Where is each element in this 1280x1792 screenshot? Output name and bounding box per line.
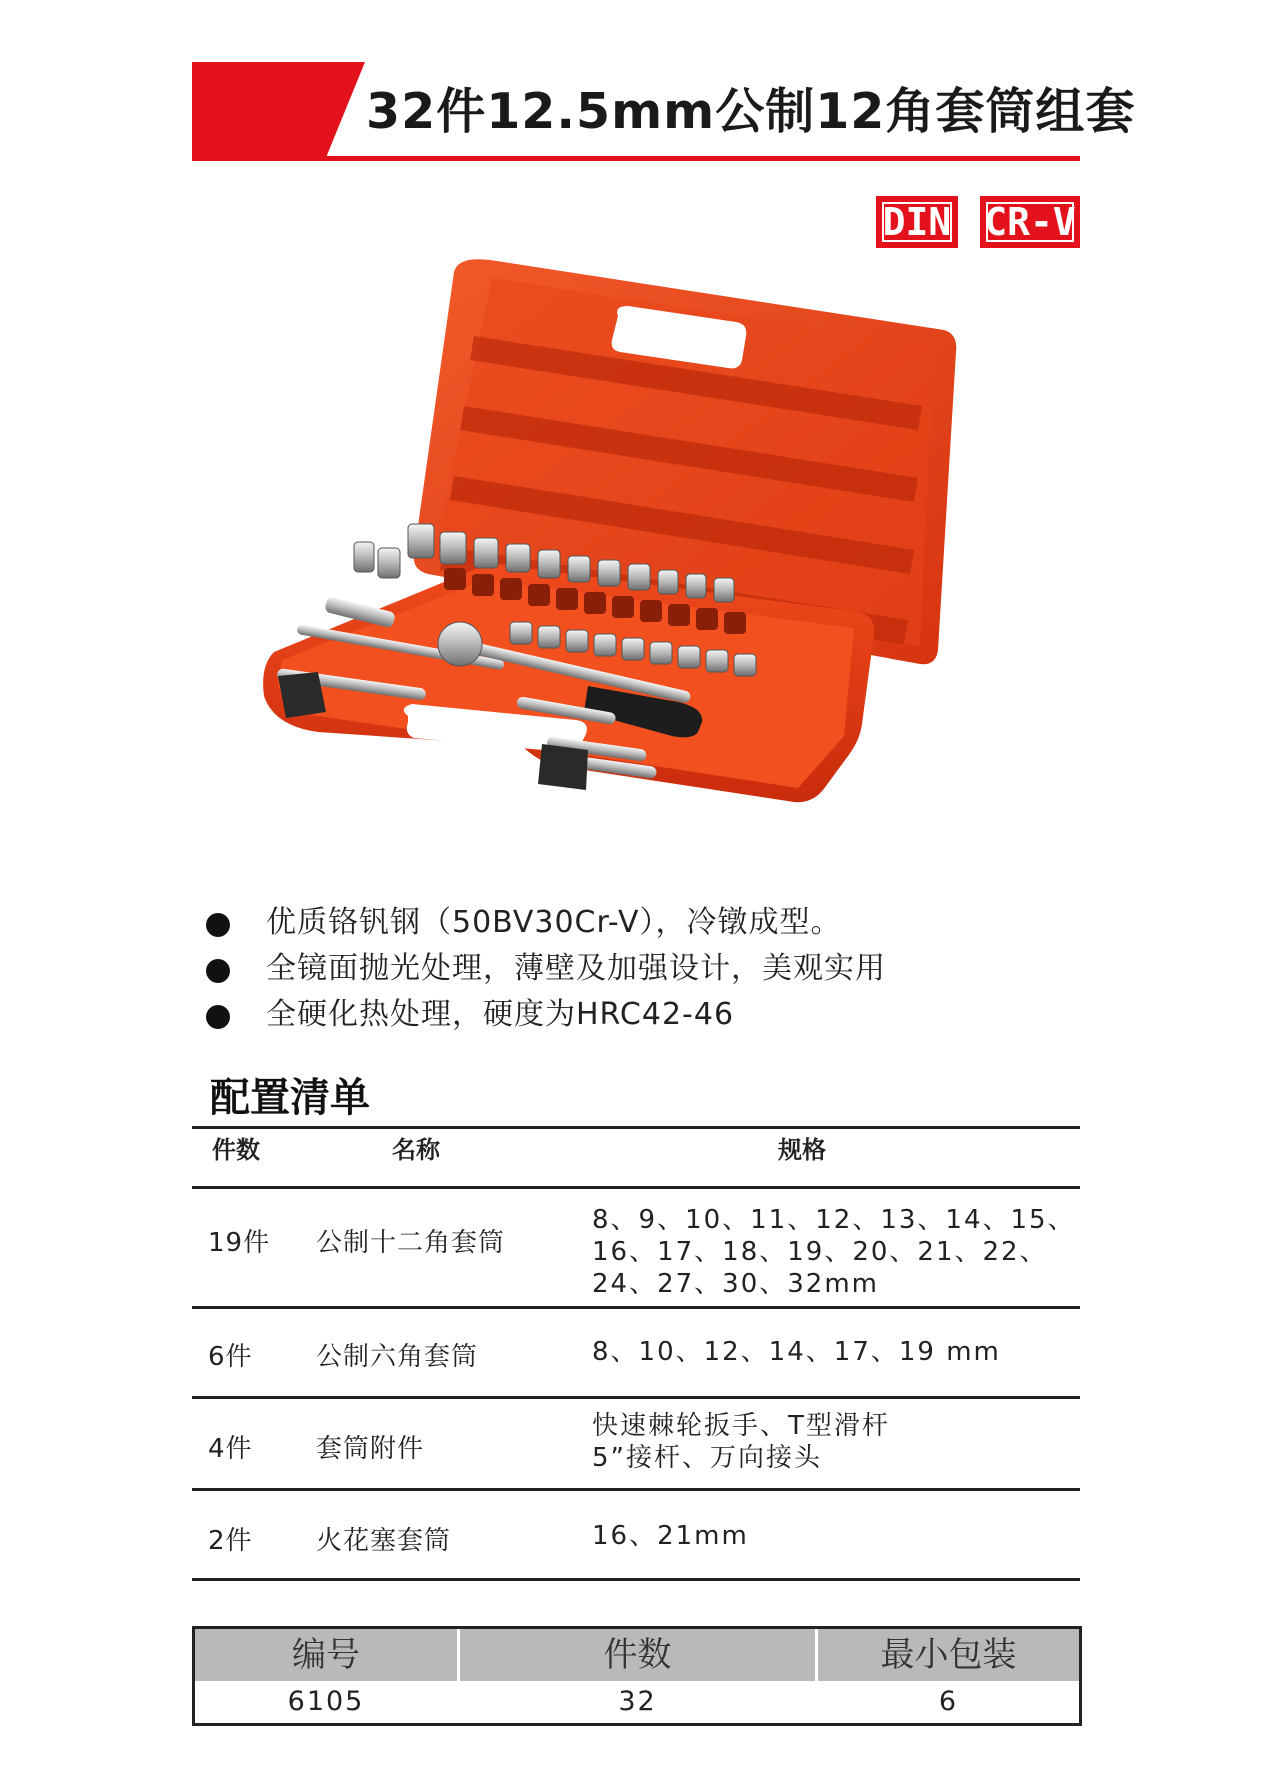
bullet-dot [206,1005,230,1029]
feature-item [206,900,1106,946]
row-rule [192,1306,1080,1309]
feature-list [206,900,1106,1038]
crv-badge [980,196,1080,248]
table-header-rule [192,1186,1080,1189]
spec-line: 16、17、18、19、20、21、22、 [592,1237,1048,1267]
summary-header-pack: 最小包装 [880,1635,1017,1675]
summary-table [192,1626,1082,1726]
spec-line: 8、10、12、14、17、19 mm [592,1337,1001,1367]
summary-header-code: 编号 [292,1635,360,1675]
summary-value-code: 6105 [287,1686,365,1717]
row-spec [592,1520,749,1552]
header-underline [192,156,1080,161]
din-badge [876,196,958,248]
row-qty: 19件 [208,1228,271,1258]
feature-text: 全硬化热处理，硬度为HRC42-46 [266,997,735,1032]
header-qty: 件数 [212,1136,260,1164]
table-bottom-rule [192,1578,1080,1581]
header-name: 名称 [392,1136,440,1164]
spec-line: 16、21mm [592,1521,749,1551]
bullet-dot [206,913,230,937]
row-spec [592,1204,1076,1300]
header-red-block [192,62,325,160]
table-top-rule [192,1126,1080,1129]
feature-text: 优质铬钒钢（50BV30Cr-V），冷镦成型。 [266,905,842,940]
summary-value-qty: 32 [618,1686,657,1717]
header-spec: 规格 [778,1136,826,1164]
summary-header-qty: 件数 [603,1635,672,1675]
din-badge-label: DIN [882,200,952,244]
config-title: 配置清单 [210,1075,370,1121]
row-name: 火花塞套筒 [316,1526,452,1556]
header-red-slant [325,62,365,160]
row-rule [192,1488,1080,1491]
crv-badge-label: CR-V [984,200,1076,244]
badge-border [882,202,952,242]
bullet-dot [206,959,230,983]
summary-value-pack: 6 [938,1686,959,1717]
spec-line: 24、27、30、32mm [592,1269,879,1299]
feature-text: 全镜面抛光处理，薄壁及加强设计，美观实用 [266,951,886,986]
spec-line: 8、9、10、11、12、13、14、15、 [592,1205,1076,1235]
row-qty: 2件 [208,1526,253,1556]
spec-line: 快速棘轮扳手、T型滑杆 [592,1411,890,1441]
page-title: 32件12.5mm公制12角套筒组套 [366,83,1136,140]
product-image [258,256,958,876]
row-name: 公制六角套筒 [316,1342,479,1372]
row-rule [192,1396,1080,1399]
feature-item [206,992,1106,1038]
row-qty: 4件 [208,1434,253,1464]
badge-border [986,202,1074,242]
row-qty: 6件 [208,1342,253,1372]
row-spec [592,1410,890,1474]
row-name: 公制十二角套筒 [316,1228,506,1258]
row-name: 套筒附件 [316,1434,425,1464]
row-spec [592,1336,1001,1368]
spec-line: 5”接杆、万向接头 [592,1443,823,1473]
feature-item [206,946,1106,992]
